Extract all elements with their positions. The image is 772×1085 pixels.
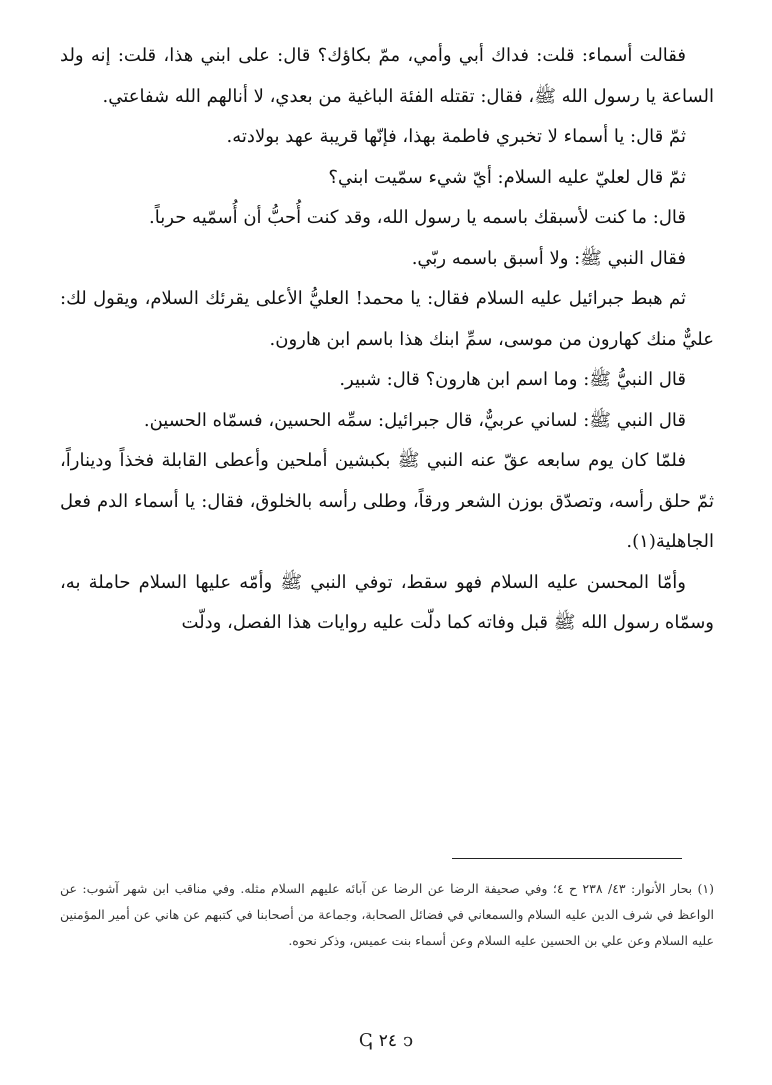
ornament-left-icon: ↄ xyxy=(402,1030,414,1051)
footnotes xyxy=(60,876,714,954)
footnote-divider xyxy=(452,858,682,859)
page-number: ٢٤ xyxy=(378,1031,397,1051)
paragraph: وأمّا المحسن عليه السلام فهو سقط، توفي النبي ﷺ وأمّه عليها السلام حاملة به، وسمّاه رسول الله ﷺ قبل وفاته كما دلّت عليه روايات هذا الفصل، ودلّت xyxy=(60,571,714,633)
paragraph: قال النبي ﷺ: لساني عربيٌّ، قال جبرائيل: سمِّه الحسين، فسمّاه الحسين. xyxy=(143,409,686,431)
footnote-text: (١) بحار الأنوار: ٤٣/ ٢٣٨ ح ٤؛ وفي صحيفة الرضا عن الرضا عن آبائه عليهم السلام مثله. وفي مناقب ابن شهر آشوب: عن الواعظ في شرف الدين عليه السلام والسمعاني في فضائل الصحابة، وجماعة من أصحابنا في كتبهم عن هاني عن أمير المؤمنين عليه السلام وعن علي بن الحسين عليه السلام وعن أسماء بنت عميس، وذكر نحوه. xyxy=(60,881,715,948)
paragraph: ثم هبط جبرائيل عليه السلام فقال: يا محمد! العليُّ الأعلى يقرئك السلام، ويقول لك: عليٌّ منك كهارون من موسى، سمِّ ابنك هذا باسم ابن هارون. xyxy=(60,288,714,350)
paragraph: فلمّا كان يوم سابعه عقّ عنه النبي ﷺ بكبشين أملحين وأعطى القابلة فخذاً وديناراً، ثمّ حلق رأسه، وتصدّق بوزن الشعر ورقاً، وطلى رأسه بالخلوق، فقال: يا أسماء الدم فعل الجاهلية(١). xyxy=(60,450,714,552)
paragraph: ثمّ قال: يا أسماء لا تخبري فاطمة بهذا، فإنّها قريبة عهد بولادته. xyxy=(226,126,686,147)
paragraph: فقالت أسماء: قلت: فداك أبي وأمي، ممّ بكاؤك؟ قال: على ابني هذا، قلت: إنه ولد الساعة يا رسول الله ﷺ، فقال: تقتله الفئة الباغية من بعدي، لا أنالهم الله شفاعتي. xyxy=(60,45,714,107)
main-text xyxy=(60,36,714,644)
paragraph: ثمّ قال لعليّ عليه السلام: أيّ شيء سمّيت ابني؟ xyxy=(328,166,686,188)
page-number-block xyxy=(0,1030,772,1051)
paragraph: فقال النبي ﷺ: ولا أسبق باسمه ربّي. xyxy=(411,247,686,269)
paragraph: قال النبيُّ ﷺ: وما اسم ابن هارون؟ قال: شبير. xyxy=(339,369,686,390)
ornament-right-icon: ↅ xyxy=(358,1030,373,1051)
paragraph: قال: ما كنت لأسبقك باسمه يا رسول الله، وقد كنت أُحبُّ أن أُسمّيه حرباً. xyxy=(149,207,686,228)
